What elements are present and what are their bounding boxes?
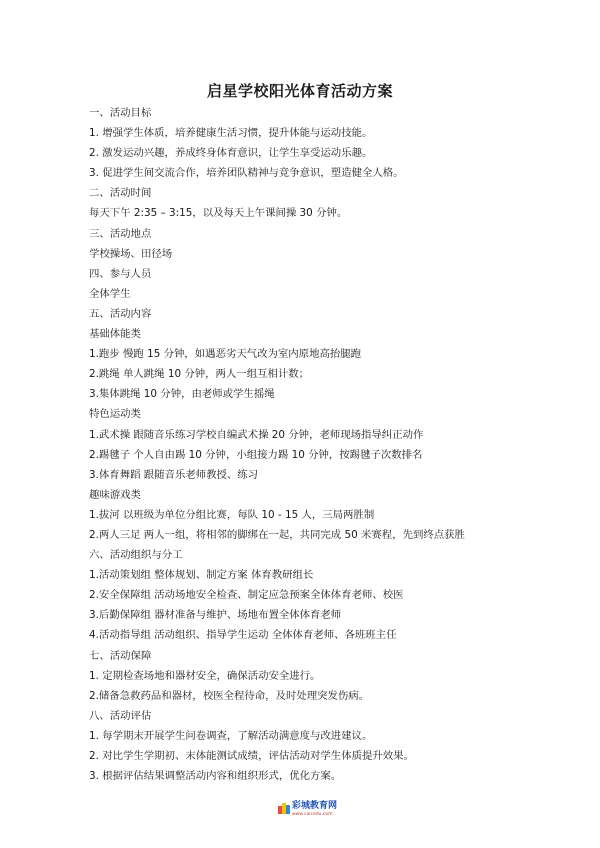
document-title: 启星学校阳光体育活动方案 [206,82,393,100]
text-line: 1.拔河 以班级为单位分组比赛，每队 10 - 15 人，三局两胜制 [89,508,375,521]
text-line: 八、活动评估 [89,709,152,722]
text-line: 3.体育舞蹈 跟随音乐老师教授、练习 [89,468,259,481]
text-line: 4.活动指导组 活动组织、指导学生运动 全体体育老师、各班班主任 [89,629,397,642]
text-line: 3. 根据评估结果调整活动内容和组织形式，优化方案。 [89,770,342,783]
text-line: 基础体能类 [89,328,141,341]
logo-text: 彩城教育网 [292,801,338,811]
site-logo [278,800,356,820]
text-line: 2. 对比学生学期初、末体能测试成绩，评估活动对学生体质提升效果。 [89,750,414,762]
document-body [89,103,559,786]
logo-icon [278,802,290,814]
text-line: 1. 增强学生体质，培养健康生活习惯，提升体能与运动技能。 [89,127,373,140]
text-line: 1. 定期检查场地和器材安全，确保活动安全进行。 [89,669,321,682]
text-line: 2.储备急救药品和器材，校医全程待命，及时处理突发伤病。 [89,689,370,702]
text-line: 五、活动内容 [89,307,152,320]
text-line: 二、活动时间 [89,187,152,200]
text-line: 1.武术操 跟随音乐练习学校自编武术操 20 分钟，老师现场指导纠正动作 [89,428,424,441]
text-line: 每天下午 2:35 – 3:15，以及每天上午课间操 30 分钟。 [89,207,348,220]
text-line: 三、活动地点 [89,227,152,240]
logo-url: www.caicedu.com [292,812,333,817]
text-line: 特色运动类 [89,408,141,421]
text-line: 七、活动保障 [89,649,152,662]
text-line: 1.跑步 慢跑 15 分钟，如遇恶劣天气改为室内原地高抬腿跑 [89,348,362,361]
text-line: 一、活动目标 [89,107,152,119]
text-line: 3. 促进学生间交流合作，培养团队精神与竞争意识，塑造健全人格。 [89,167,404,180]
text-line: 全体学生 [89,287,131,300]
text-line: 2.踢毽子 个人自由踢 10 分钟，小组接力踢 10 分钟，按踢毽子次数排名 [89,448,423,461]
text-line: 2.两人三足 两人一组，将相邻的脚绑在一起，共同完成 50 米赛程，先到终点获胜 [89,528,465,541]
text-line: 趣味游戏类 [89,488,141,501]
text-line: 1. 每学期末开展学生问卷调查，了解活动满意度与改进建议。 [89,729,373,742]
text-line: 2.跳绳 单人跳绳 10 分钟，两人一组互相计数； [89,368,310,381]
text-line: 3.后勤保障组 器材准备与维护、场地布置全体体育老师 [89,609,342,622]
text-line: 2.安全保障组 活动场地安全检查、制定应急预案全体体育老师、校医 [89,589,404,602]
text-line: 1.活动策划组 整体规划、制定方案 体育教研组长 [89,569,314,582]
text-line: 学校操场、田径场 [89,247,173,260]
text-line: 3.集体跳绳 10 分钟，由老师或学生摇绳 [89,388,275,401]
text-line: 六、活动组织与分工 [89,549,183,562]
text-line: 2. 激发运动兴趣，养成终身体育意识，让学生享受运动乐趣。 [89,147,373,160]
text-line: 四、参与人员 [89,267,152,280]
